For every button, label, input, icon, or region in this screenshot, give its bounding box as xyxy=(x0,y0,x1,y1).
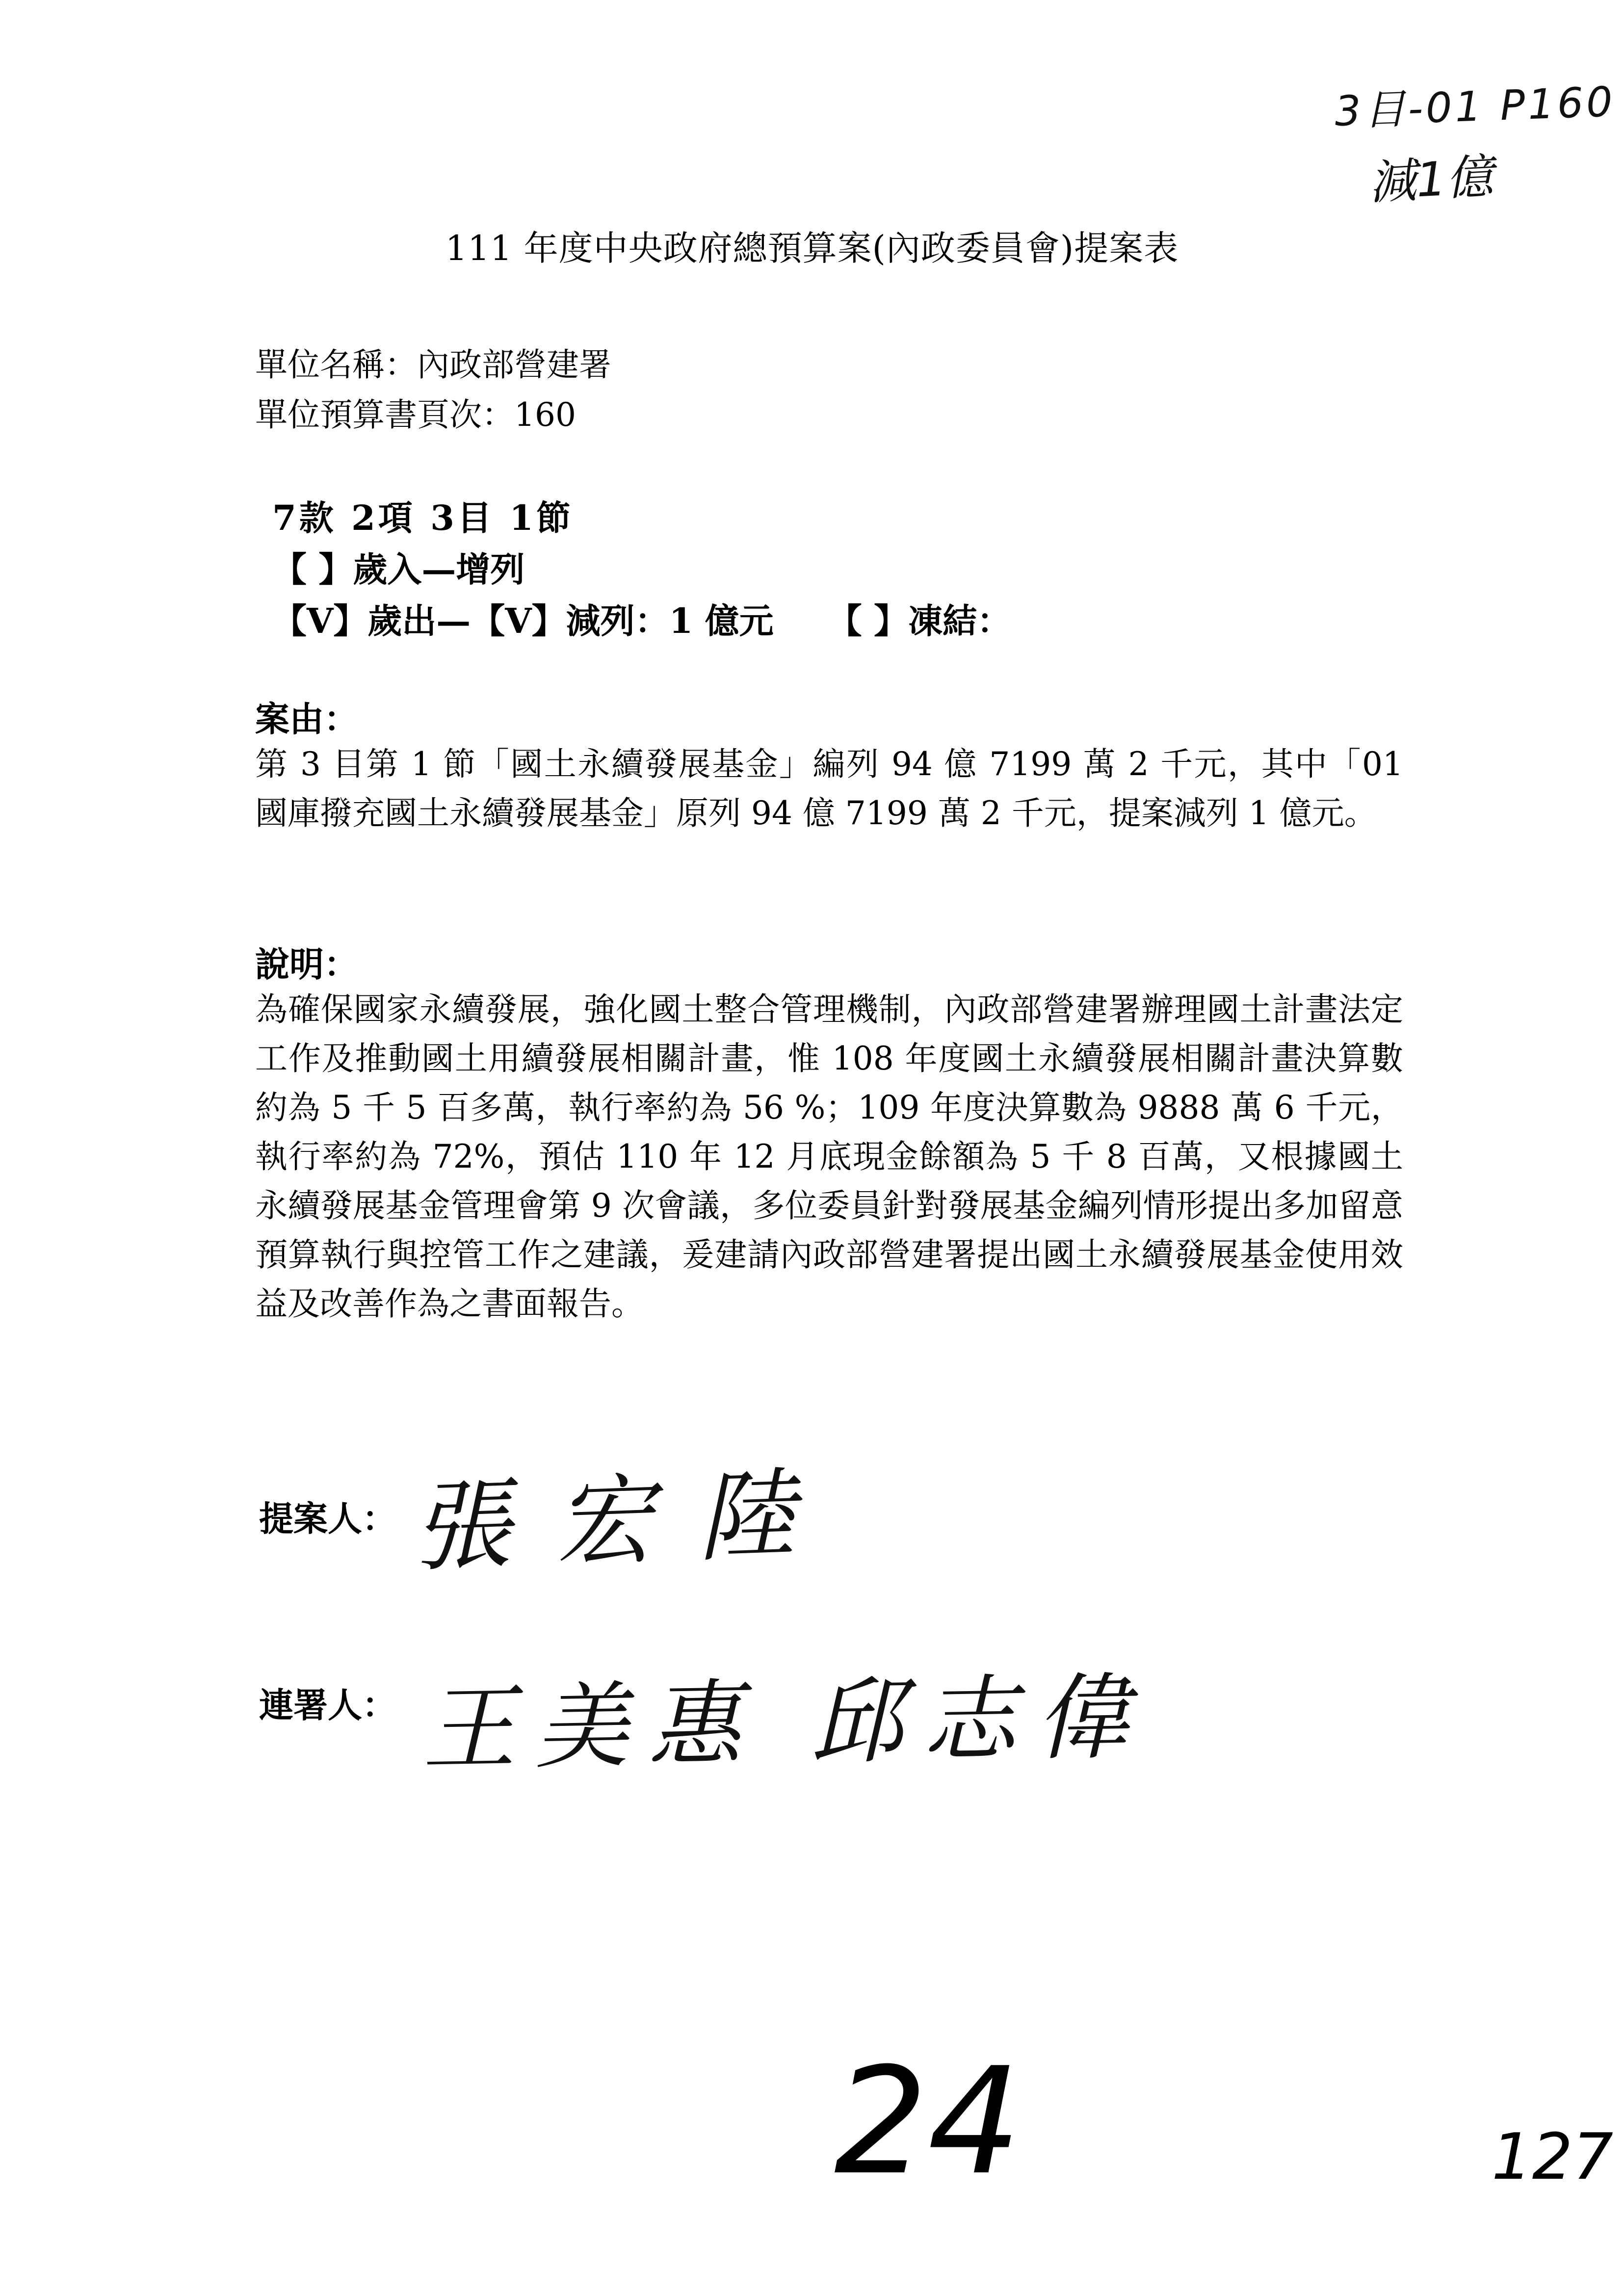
classification-xiang: 2項 xyxy=(351,497,416,538)
classification-jie: 1節 xyxy=(509,497,574,538)
classification-kuan: 7款 xyxy=(272,497,337,538)
explanation-text: 為確保國家永續發展，強化國土整合管理機制，內政部營建署辦理國土計畫法定工作及推動國土用續發展相關計畫，惟 108 年度國土永續發展相關計畫決算數約為 5 千 5 百多萬，執行率約為 56 %；109 年度決算數為 9888 萬 6 千元，執行率約為 72%，預估 110 年 12 月底現金餘額為 5 千 8 百萬，又根據國土永續發展基金管理會第 9 次會議，多位委員針對發展基金編列情形提出多加留意預算執行與控管工作之建議，爰建請內政部營建署提出國土永續發展基金使用效益及改善作為之書面報告。 xyxy=(255,991,1403,1323)
explanation-heading: 說明： xyxy=(255,944,358,985)
cosigner-label: 連署人： xyxy=(259,1685,396,1725)
handwritten-page-number: 24 xyxy=(834,2036,1022,2207)
freeze-option: 【 】凍結： xyxy=(827,600,1012,641)
handwritten-note-cut: 減1億 xyxy=(1367,149,1495,210)
unit-name: 單位名稱：內政部營建署 xyxy=(255,346,611,384)
document-title: 111 年度中央政府總預算案(內政委員會)提案表 xyxy=(445,228,1179,268)
reason-heading: 案由： xyxy=(255,699,358,739)
expenditure-reduction: 【V】歲出—【V】減列：1 億元 xyxy=(272,600,774,641)
budget-page: 單位預算書頁次：160 xyxy=(255,396,576,434)
cosigner-signature: 王美惠 邱志偉 xyxy=(421,1663,1150,1784)
proposer-label: 提案人： xyxy=(259,1498,396,1539)
budget-classification xyxy=(272,491,574,540)
reason-text: 第 3 目第 1 節「國土永續發展基金」編列 94 億 7199 萬 2 千元，其中「01 國庫撥充國土永續發展基金」原列 94 億 7199 萬 2 千元，提案減列 1 億元。 xyxy=(255,745,1403,832)
corner-number: 127 xyxy=(1492,2119,1614,2194)
handwritten-note-reference: 3目-01 P160 xyxy=(1334,78,1617,135)
classification-mu: 3目 xyxy=(430,497,495,538)
revenue-increase-line: 【 】歲入—增列 xyxy=(272,549,525,590)
expenditure-line xyxy=(272,594,1011,643)
proposer-signature: 張宏陸 xyxy=(410,1456,841,1586)
